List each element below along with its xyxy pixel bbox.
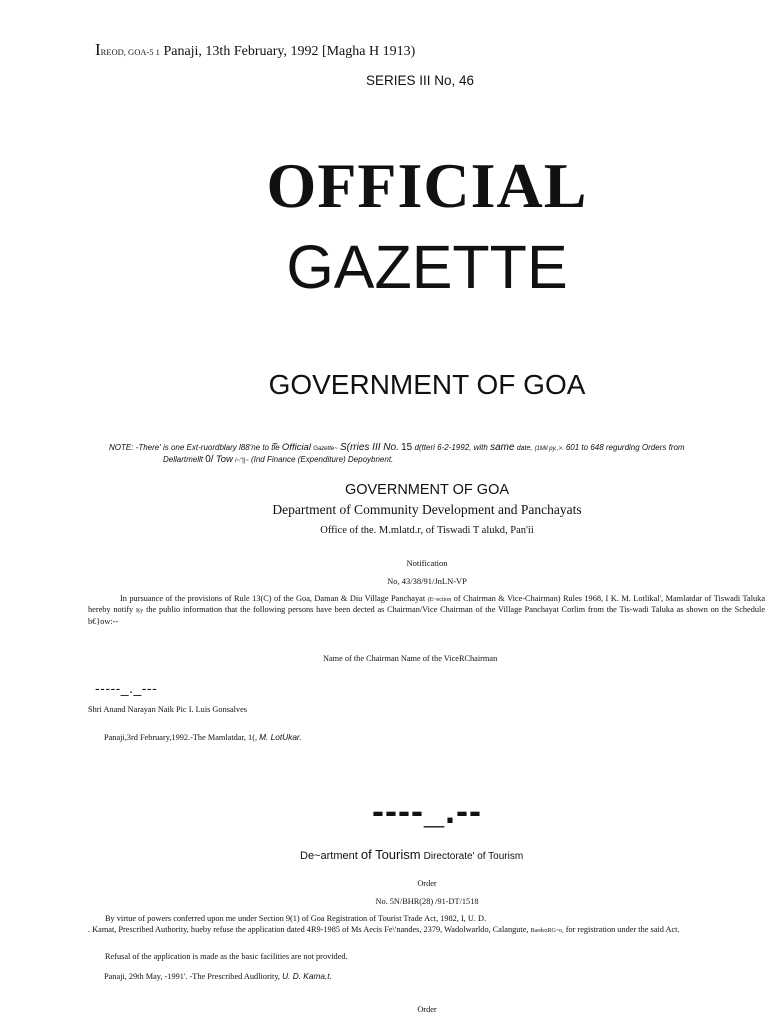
order-title: Order bbox=[417, 879, 437, 888]
schedule-dash-rule: -----_._--- bbox=[95, 680, 158, 696]
schedule-table-header: Name of the Chairman Name of the ViceRChairman bbox=[323, 654, 498, 663]
registration-code: REOD, GOA-5 1 bbox=[100, 47, 160, 57]
note-text: NOTE: -There' is one Ext-ruordblary l88'ne to tl̅e bbox=[109, 443, 280, 452]
section-government-heading: GOVERNMENT OF GOA bbox=[344, 482, 510, 498]
masthead-official: OFFICIAL bbox=[266, 150, 588, 221]
next-order-title: Order bbox=[417, 1005, 437, 1014]
note-text: 15 bbox=[401, 442, 413, 453]
body-text: In pursuance of the provisions of Rule 13(C) of the Goa, Daman & Diu Village Panchayat bbox=[120, 594, 426, 603]
heading-text: of Tourism bbox=[360, 847, 421, 862]
note-text: date, bbox=[516, 445, 533, 452]
signature-text: Panaji,3rd February,1992.-The Mamlatdar, 1(, bbox=[104, 733, 258, 742]
order-refusal-reason: Refusal of the application is made as the basic facilities are not provided. bbox=[105, 952, 348, 961]
notification-signature bbox=[104, 732, 302, 742]
masthead-gazette: GAZETTE bbox=[286, 233, 568, 301]
registration-initial: I bbox=[95, 40, 101, 59]
body-text: BardezRG~o, bbox=[530, 928, 564, 934]
note-text: S(rries III No. bbox=[339, 442, 399, 453]
notification-title: Notification bbox=[406, 558, 448, 568]
tourism-department-heading bbox=[300, 847, 523, 862]
body-text: Ḵy bbox=[135, 608, 144, 615]
note-line-1 bbox=[109, 443, 685, 454]
note-line-2 bbox=[163, 455, 393, 466]
note-text: 0/ bbox=[205, 454, 214, 465]
place-and-date: Panaji, 13th February, 1992 [Magha H 1913) bbox=[163, 44, 416, 59]
schedule-names: Shri Anand Narayan Naik Pic I. Luis Gonsalves bbox=[88, 705, 247, 714]
note-text: d(tteri 6-2-1992, with bbox=[414, 443, 488, 452]
heading-text: De~artment bbox=[300, 850, 358, 862]
note-text: (Ind Finance (Expenditure) Depoybnent. bbox=[250, 455, 394, 464]
note-text: (1Mil py.,>. bbox=[534, 446, 564, 452]
body-text: the publio information that the following persons have been dected as Chairman/Vice Chairman of the Village Panchayat Corlim from the Tis-wadi Taluka as shown on the Schedule b€}ow:-- bbox=[88, 605, 766, 626]
body-text: . Kamat, Prescribed Authority, hueby refuse the application dated 4R9-1985 of Ms Aecis Fe\'nandes, 2379, Wadolwarldo, Calangute, bbox=[88, 925, 529, 934]
note-text: Official bbox=[281, 442, 311, 453]
order-signature bbox=[104, 971, 332, 981]
section-office-heading: Office of the. M.mlatd.r, of Tiswadi T alukd, Pan'ii bbox=[320, 525, 534, 536]
gazette-header-line bbox=[95, 40, 415, 60]
signature-text: Panaji, 29th May, -1991'. -The Prescribed Audliority, bbox=[104, 972, 281, 981]
order-number: No. 5N/BHR(28) /91-DT/1518 bbox=[375, 897, 479, 906]
note-text: Gazette~ bbox=[313, 446, 338, 452]
body-text: (E~ection bbox=[427, 597, 452, 603]
body-text: for registration under the said Act. bbox=[565, 925, 680, 934]
section-department-heading: Department of Community Development and Panchayats bbox=[272, 502, 582, 517]
heading-text: Directorate' of Tourism bbox=[423, 851, 524, 862]
signature-name: U. D. Kama,t. bbox=[282, 971, 332, 981]
signature-name: M. LotUkar. bbox=[259, 732, 302, 742]
note-text: i~"||~ bbox=[235, 458, 249, 464]
order-body-line-2 bbox=[88, 925, 680, 934]
note-text: Dellartmellt bbox=[163, 455, 204, 464]
section-divider: ----_.-- bbox=[372, 790, 482, 831]
note-text: same bbox=[490, 442, 515, 453]
body-text: of Chairman & Vice-Chairman) Rules 1968, I K. M. Lotlikal', Mamlatdar of Tiswadi Taluka hereby notify bbox=[88, 594, 766, 615]
order-body-line-1: By virtue of powers conferred upon me under Section 9(1) of Goa Registration of Tourist Trade Act, 1982, I, U. D. bbox=[105, 914, 487, 923]
note-text: 601 to 648 regurding Orders from bbox=[565, 443, 685, 452]
masthead-government: GOVERNMENT OF GOA bbox=[268, 369, 586, 400]
notification-number: No, 43/38/91/JnLN-VP bbox=[387, 576, 467, 586]
series-number: SERIES III No, 46 bbox=[366, 73, 475, 88]
note-text: Tow bbox=[215, 454, 233, 465]
notification-body bbox=[88, 594, 765, 627]
